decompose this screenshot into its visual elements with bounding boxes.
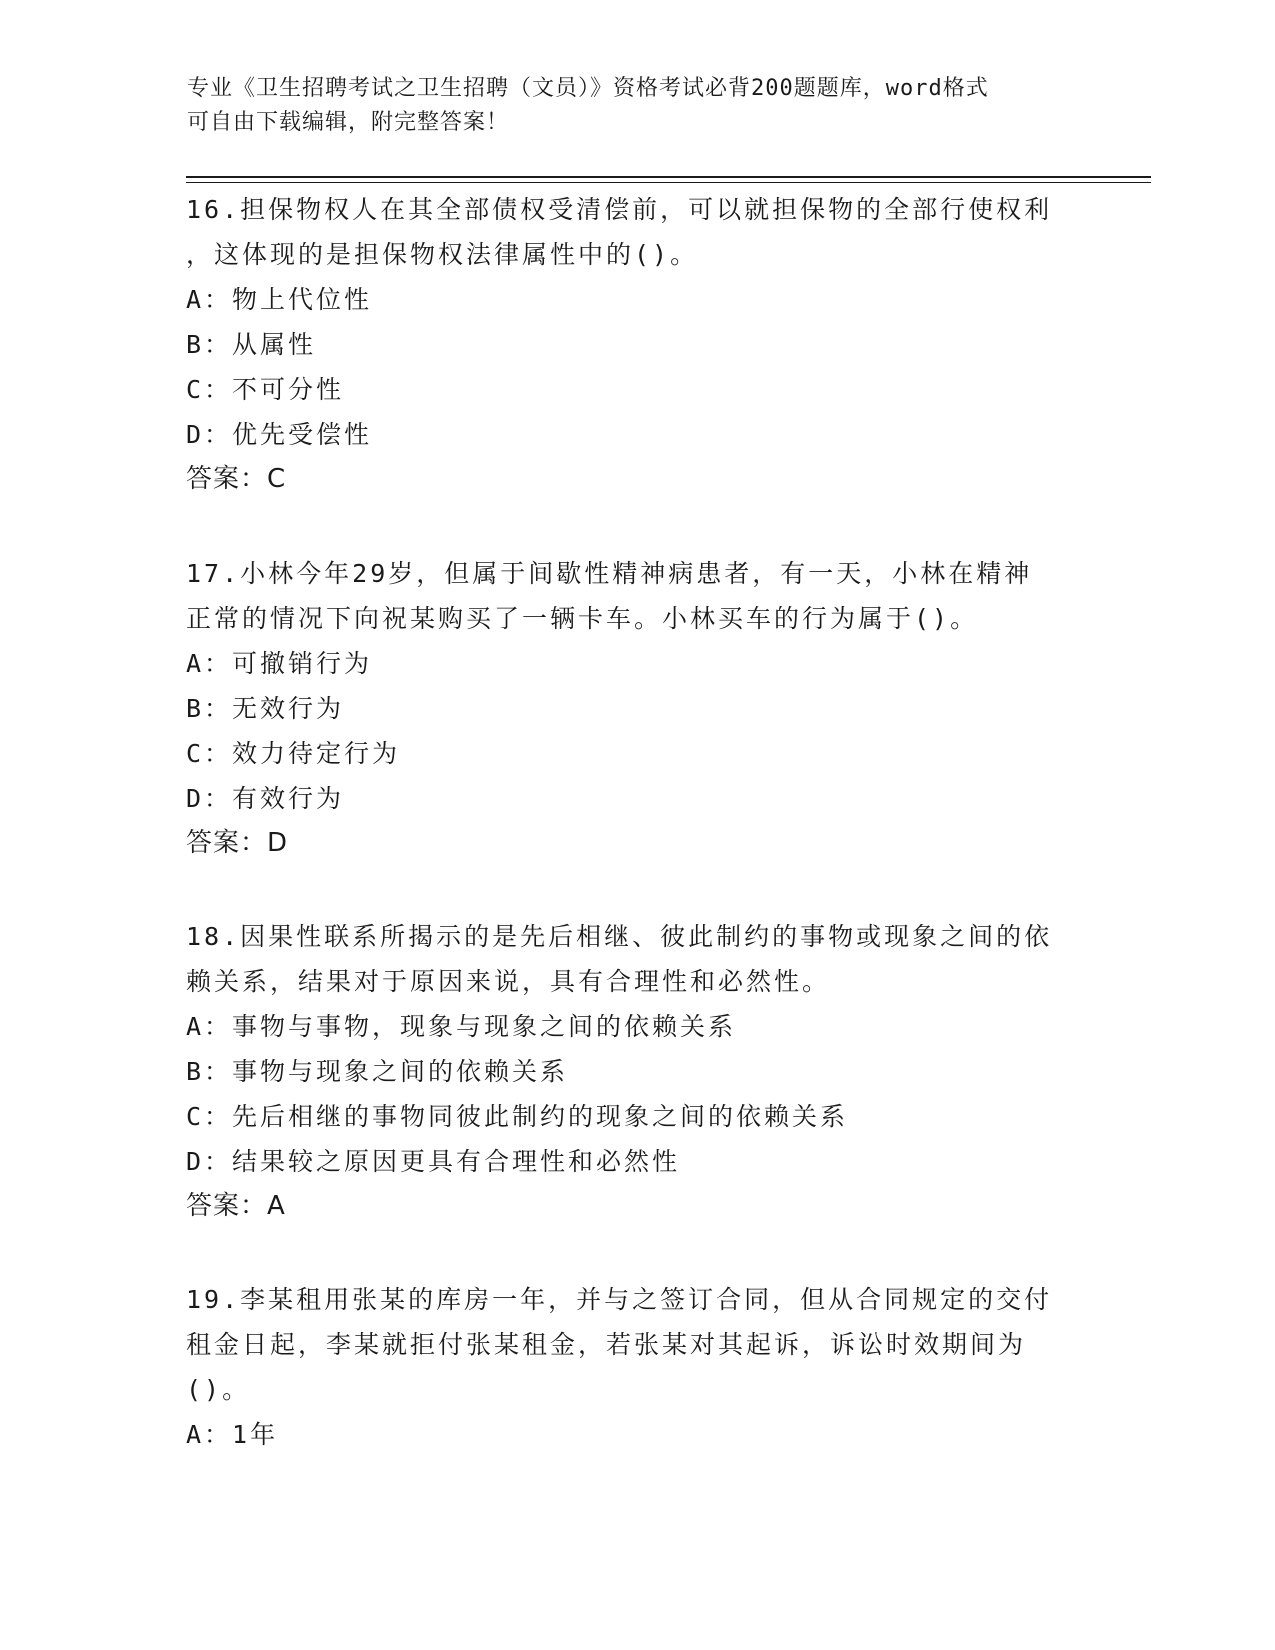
question-text-line: 租金日起，李某就拒付张某租金，若张某对其起诉，诉讼时效期间为: [186, 1330, 1027, 1359]
option-c: C：不可分性: [186, 375, 345, 404]
question-text-line: 17.小林今年29岁，但属于间歇性精神病患者，有一天，小林在精神: [186, 559, 1033, 588]
question-text-line: ()。: [186, 1375, 251, 1404]
question-19: [186, 1277, 1086, 1457]
option-c: C：先后相继的事物同彼此制约的现象之间的依赖关系: [186, 1102, 849, 1131]
question-text-line: 正常的情况下向祝某购买了一辆卡车。小林买车的行为属于()。: [186, 604, 979, 633]
question-text-line: 赖关系，结果对于原因来说，具有合理性和必然性。: [186, 967, 831, 996]
header-divider-thin: [186, 182, 1151, 183]
option-b: B：无效行为: [186, 694, 345, 723]
question-16: [186, 187, 1086, 502]
header-line-1: 专业《卫生招聘考试之卫生招聘（文员）》资格考试必背200题题库，word格式: [187, 76, 989, 101]
question-18: [186, 914, 1086, 1229]
document-header: [187, 72, 1067, 140]
question-text-line: 16.担保物权人在其全部债权受清偿前，可以就担保物的全部行使权利: [186, 195, 1053, 224]
option-d: D：结果较之原因更具有合理性和必然性: [186, 1147, 681, 1176]
question-text-line: 19.李某租用张某的库房一年，并与之签订合同，但从合同规定的交付: [186, 1285, 1053, 1314]
header-divider-thick: [186, 176, 1151, 178]
option-a: A：事物与事物，现象与现象之间的依赖关系: [186, 1012, 737, 1041]
question-text-line: ，这体现的是担保物权法律属性中的()。: [186, 240, 699, 269]
answer-line: 答案：A: [186, 1191, 286, 1221]
option-d: D：有效行为: [186, 784, 345, 813]
question-text-line: 18.因果性联系所揭示的是先后相继、彼此制约的事物或现象之间的依: [186, 922, 1053, 951]
answer-line: 答案：D: [186, 828, 289, 858]
option-a: A：1年: [186, 1420, 279, 1449]
option-a: A：可撤销行为: [186, 649, 373, 678]
answer-line: 答案：C: [186, 464, 287, 494]
option-b: B：从属性: [186, 330, 317, 359]
header-line-2: 可自由下载编辑，附完整答案！: [187, 110, 510, 135]
question-17: [186, 551, 1086, 866]
option-b: B：事物与现象之间的依赖关系: [186, 1057, 569, 1086]
option-c: C：效力待定行为: [186, 739, 401, 768]
option-d: D：优先受偿性: [186, 420, 373, 449]
option-a: A：物上代位性: [186, 285, 373, 314]
